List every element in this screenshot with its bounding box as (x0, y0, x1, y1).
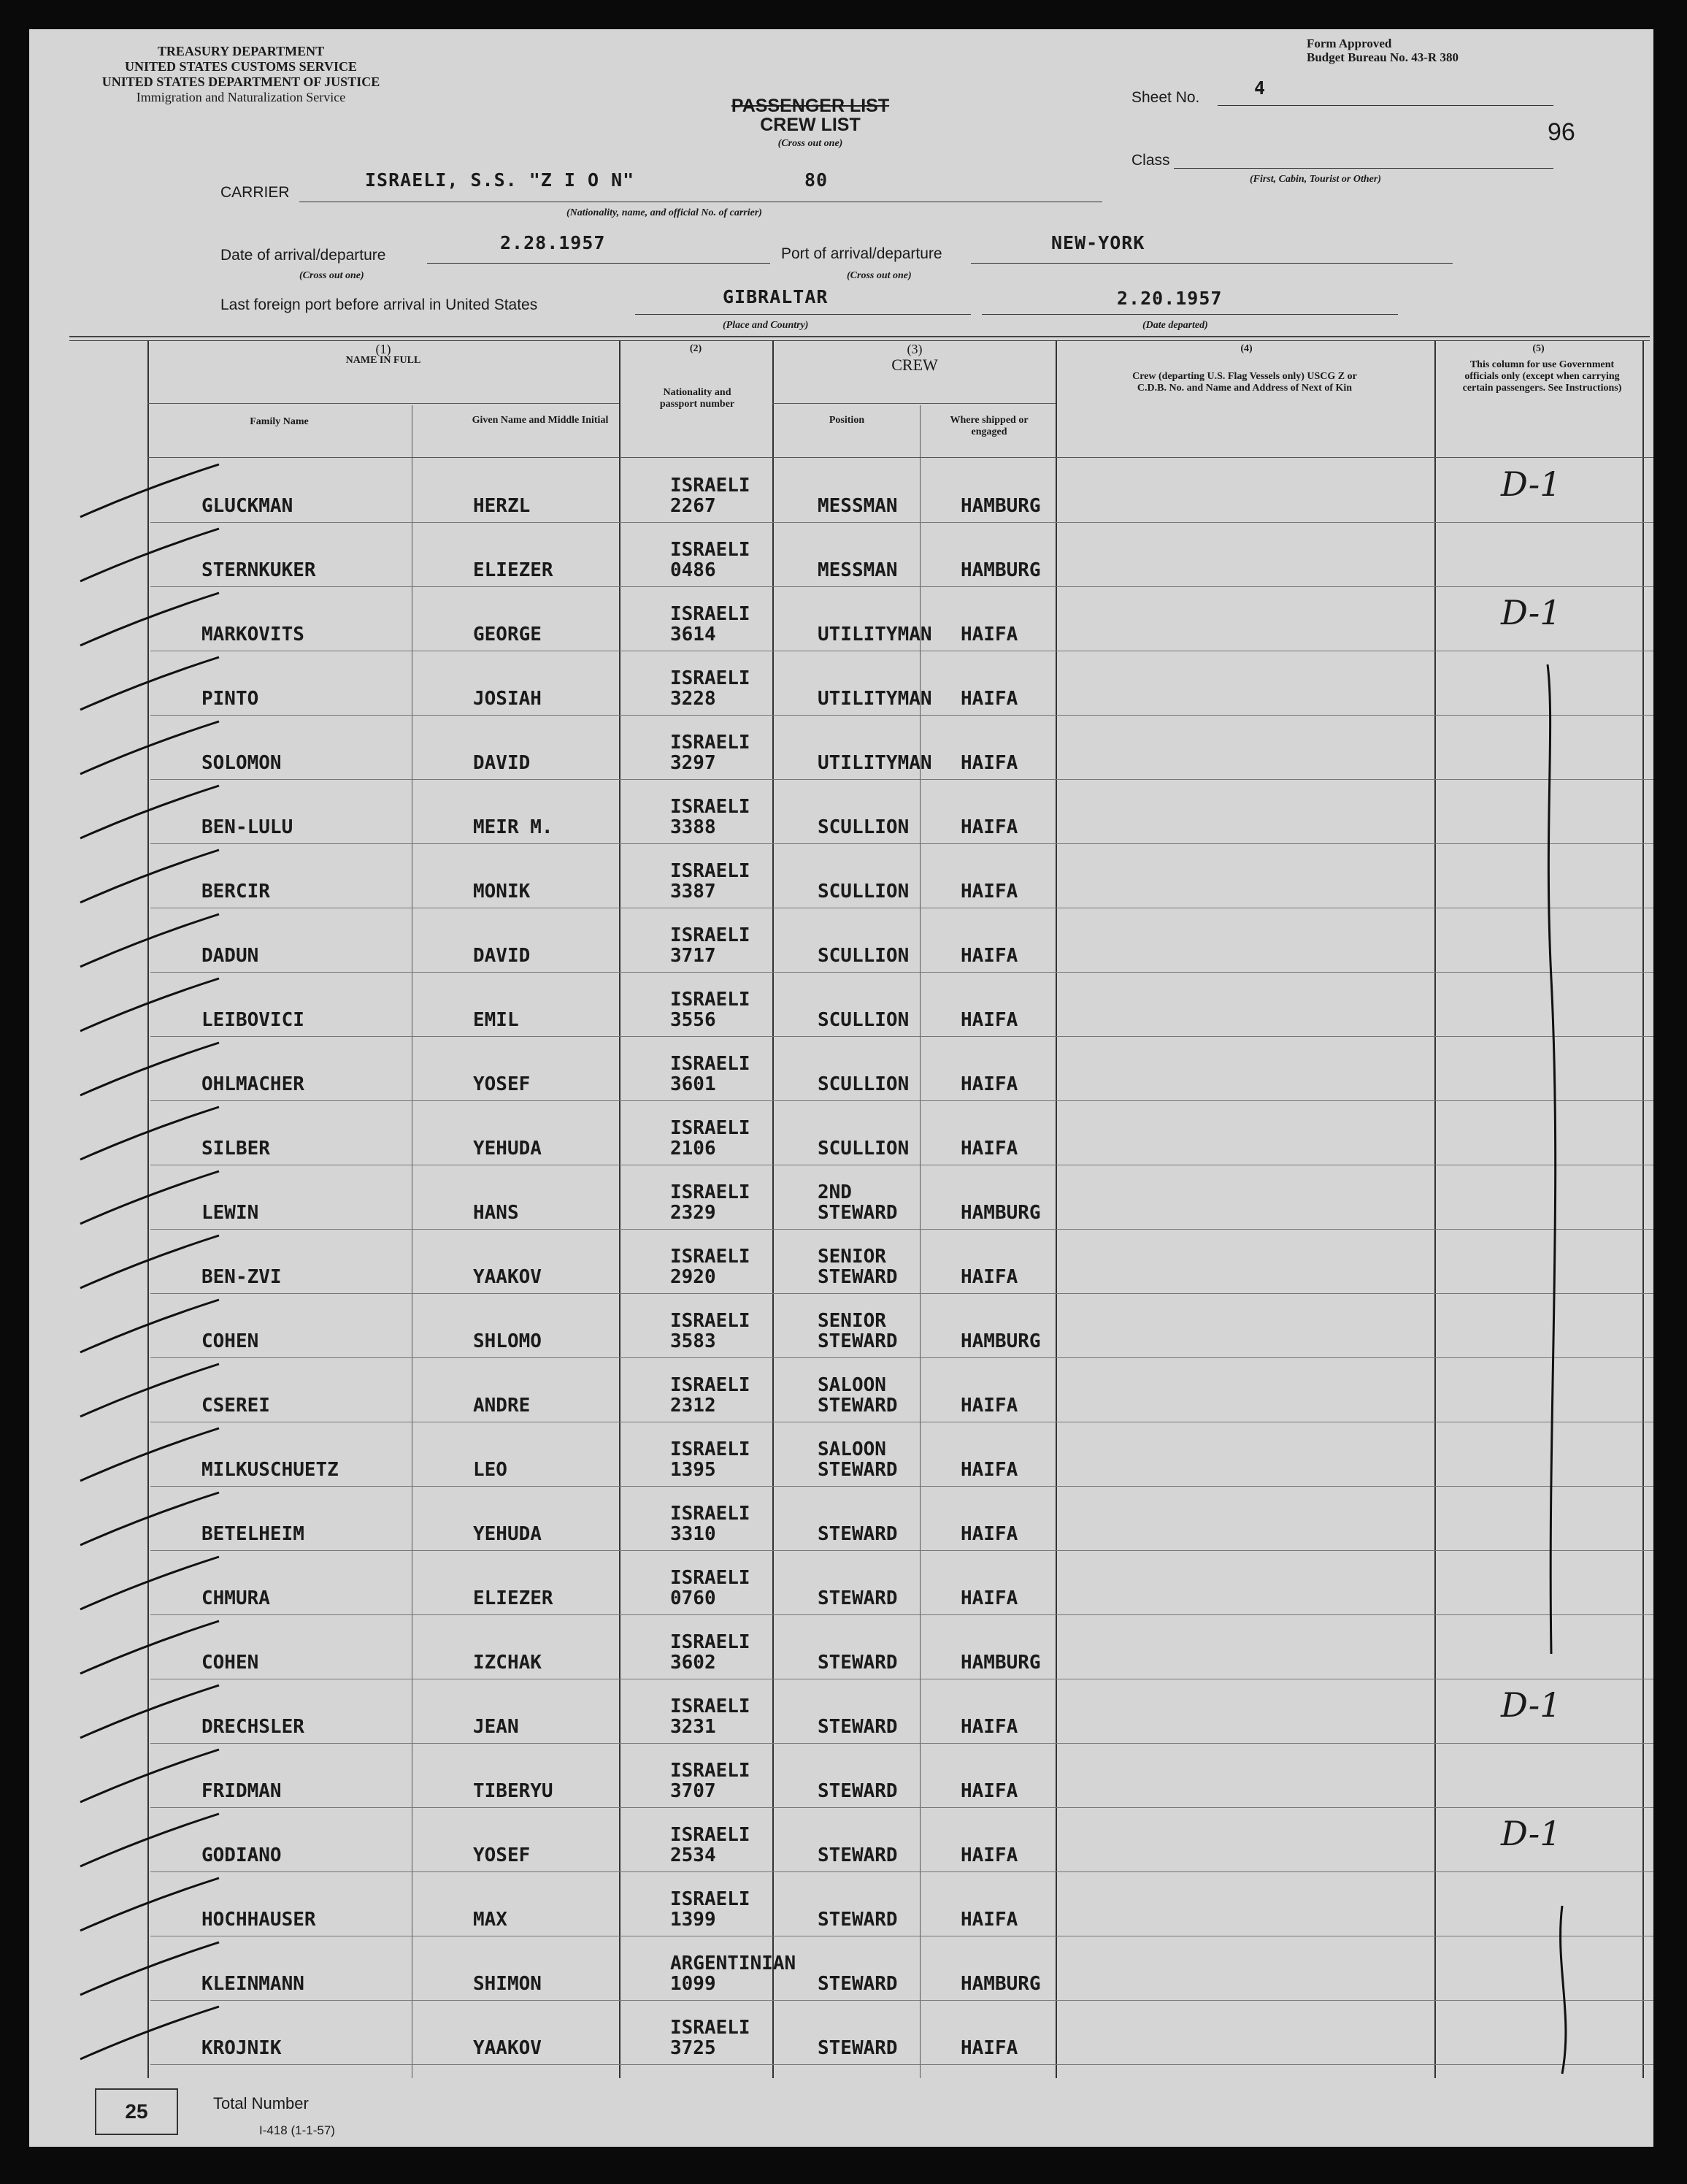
position-cell: STEWARD (818, 1523, 898, 1545)
nationality-cell: ISRAELI (670, 1310, 750, 1332)
given-name-cell: IZCHAK (473, 1652, 542, 1674)
passport-number-cell: 1395 (670, 1459, 716, 1481)
given-name-cell: EMIL (473, 1009, 519, 1031)
where-shipped-cell: HAMBURG (961, 1973, 1041, 1995)
document-page (29, 29, 1653, 2147)
where-shipped-cell: HAIFA (961, 881, 1018, 903)
where-shipped-cell: HAIFA (961, 1523, 1018, 1545)
nationality-cell: ISRAELI (670, 1824, 750, 1846)
position-cell: STEWARD (818, 1587, 898, 1609)
date-cross-out-hint: (Cross out one) (299, 270, 364, 281)
check-slash-mark (80, 593, 219, 645)
check-slash-mark (80, 1557, 219, 1609)
position-line2-cell: STEWARD (818, 1202, 898, 1224)
nationality-cell: ISRAELI (670, 796, 750, 818)
place-hint: (Place and Country) (723, 320, 809, 331)
given-name-cell: SHLOMO (473, 1330, 542, 1352)
position-cell: STEWARD (818, 1909, 898, 1931)
where-shipped-cell: HAIFA (961, 1073, 1018, 1095)
col1-given-heading: Given Name and Middle Initial (472, 415, 609, 426)
passport-number-cell: 3388 (670, 816, 716, 838)
position-line2-cell: STEWARD (818, 1266, 898, 1288)
handwritten-marks (29, 29, 1653, 2147)
family-name-cell: KROJNIK (201, 2037, 282, 2059)
where-shipped-cell: HAIFA (961, 1009, 1018, 1031)
where-shipped-cell: HAMBURG (961, 559, 1041, 581)
nationality-cell: ISRAELI (670, 1374, 750, 1396)
passport-number-cell: 2534 (670, 1844, 716, 1866)
given-name-cell: TIBERYU (473, 1780, 553, 1802)
where-shipped-cell: HAMBURG (961, 1202, 1041, 1224)
position-cell: SCULLION (818, 1138, 910, 1160)
passport-number-cell: 3601 (670, 1073, 716, 1095)
position-cell: STEWARD (818, 1973, 898, 1995)
family-name-cell: COHEN (201, 1652, 259, 1674)
position-cell: STEWARD (818, 1780, 898, 1802)
family-name-cell: GODIANO (201, 1844, 282, 1866)
family-name-cell: DRECHSLER (201, 1716, 304, 1738)
position-cell: SALOON (818, 1438, 886, 1460)
cross-out-hint: (Cross out one) (777, 138, 843, 149)
family-name-cell: OHLMACHER (201, 1073, 304, 1095)
where-shipped-cell: HAIFA (961, 752, 1018, 774)
nationality-cell: ARGENTINIAN (670, 1953, 796, 1974)
given-name-cell: ELIEZER (473, 1587, 553, 1609)
family-name-cell: LEIBOVICI (201, 1009, 304, 1031)
check-slash-mark (80, 657, 219, 710)
official-note-cell: D-1 (1501, 1814, 1561, 1853)
given-name-cell: ELIEZER (473, 559, 553, 581)
where-shipped-cell: HAIFA (961, 624, 1018, 645)
position-cell: UTILITYMAN (818, 624, 932, 645)
passport-number-cell: 1099 (670, 1973, 716, 1995)
col2-title: Nationality and passport number (659, 387, 735, 410)
check-slash-mark (80, 2007, 219, 2059)
passport-number-cell: 0760 (670, 1587, 716, 1609)
family-name-cell: GLUCKMAN (201, 495, 293, 517)
check-slash-mark (80, 529, 219, 581)
passport-number-cell: 3297 (670, 752, 716, 774)
passport-number-cell: 2106 (670, 1138, 716, 1160)
position-cell: SENIOR (818, 1246, 886, 1268)
col3-title: CREW (891, 356, 938, 374)
position-line2-cell: STEWARD (818, 1459, 898, 1481)
col5-number: (5) (1532, 343, 1545, 354)
given-name-cell: DAVID (473, 945, 531, 967)
check-slash-mark (80, 1942, 219, 1995)
check-slash-mark (80, 978, 219, 1031)
given-name-cell: HANS (473, 1202, 519, 1224)
nationality-cell: ISRAELI (670, 1503, 750, 1525)
check-slash-mark (80, 721, 219, 774)
given-name-cell: JOSIAH (473, 688, 542, 710)
where-shipped-cell: HAIFA (961, 1844, 1018, 1866)
passport-number-cell: 3228 (670, 688, 716, 710)
where-shipped-cell: HAIFA (961, 816, 1018, 838)
date-value: 2.28.1957 (500, 232, 606, 253)
nationality-cell: ISRAELI (670, 1888, 750, 1910)
nationality-cell: ISRAELI (670, 603, 750, 625)
carrier-label: CARRIER (220, 184, 290, 201)
last-port-label: Last foreign port before arrival in United States (220, 296, 538, 313)
check-slash-mark (80, 1428, 219, 1481)
where-shipped-cell: HAIFA (961, 1459, 1018, 1481)
given-name-cell: MEIR M. (473, 816, 553, 838)
given-name-cell: ANDRE (473, 1395, 531, 1417)
nationality-cell: ISRAELI (670, 989, 750, 1011)
date-departed-value: 2.20.1957 (1117, 288, 1223, 309)
family-name-cell: KLEINMANN (201, 1973, 304, 1995)
position-cell: UTILITYMAN (818, 688, 932, 710)
passport-number-cell: 3725 (670, 2037, 716, 2059)
family-name-cell: COHEN (201, 1330, 259, 1352)
given-name-cell: LEO (473, 1459, 507, 1481)
position-cell: SALOON (818, 1374, 886, 1396)
given-name-cell: MAX (473, 1909, 507, 1931)
carrier-official-number: 80 (804, 169, 829, 191)
nationality-cell: ISRAELI (670, 1117, 750, 1139)
nationality-cell: ISRAELI (670, 539, 750, 561)
official-note-cell: D-1 (1501, 464, 1561, 504)
where-shipped-cell: HAIFA (961, 945, 1018, 967)
position-cell: SCULLION (818, 1009, 910, 1031)
position-cell: MESSMAN (818, 559, 898, 581)
check-slash-mark (80, 850, 219, 903)
family-name-cell: CHMURA (201, 1587, 270, 1609)
position-cell: 2ND (818, 1181, 852, 1203)
nationality-cell: ISRAELI (670, 2017, 750, 2039)
check-slash-mark (80, 1043, 219, 1095)
given-name-cell: GEORGE (473, 624, 542, 645)
where-shipped-cell: HAIFA (961, 1138, 1018, 1160)
nationality-cell: ISRAELI (670, 475, 750, 497)
agency-line-ins: Immigration and Naturalization Service (136, 90, 346, 104)
given-name-cell: HERZL (473, 495, 531, 517)
passport-number-cell: 2329 (670, 1202, 716, 1224)
where-shipped-cell: HAIFA (961, 1266, 1018, 1288)
where-shipped-cell: HAIFA (961, 1909, 1018, 1931)
nationality-cell: ISRAELI (670, 1438, 750, 1460)
position-cell: UTILITYMAN (818, 752, 932, 774)
given-name-cell: MONIK (473, 881, 531, 903)
position-cell: STEWARD (818, 1652, 898, 1674)
family-name-cell: HOCHHAUSER (201, 1909, 316, 1931)
nationality-cell: ISRAELI (670, 1053, 750, 1075)
port-value: NEW-YORK (1051, 232, 1145, 253)
family-name-cell: BERCIR (201, 881, 270, 903)
col2-number: (2) (689, 343, 702, 354)
agency-line-justice: UNITED STATES DEPARTMENT OF JUSTICE (101, 74, 380, 89)
position-cell: MESSMAN (818, 495, 898, 517)
col1-number: (1) (375, 342, 391, 356)
family-name-cell: SILBER (201, 1138, 270, 1160)
col4-title: Crew (departing U.S. Flag Vessels only) USCG Z or C.D.B. No. and Name and Address of Next of Kin (1132, 371, 1357, 394)
given-name-cell: YEHUDA (473, 1138, 542, 1160)
check-slash-mark (80, 1171, 219, 1224)
position-cell: STEWARD (818, 1716, 898, 1738)
date-label-text: Date of arrival/departure (220, 247, 386, 264)
passport-number-cell: 2267 (670, 495, 716, 517)
given-name-cell: JEAN (473, 1716, 519, 1738)
passenger-list-crossed: PASSENGER LIST (731, 96, 890, 116)
family-name-cell: BETELHEIM (201, 1523, 304, 1545)
position-cell: SCULLION (818, 816, 910, 838)
check-slash-mark (80, 1364, 219, 1417)
passport-number-cell: 3556 (670, 1009, 716, 1031)
nationality-cell: ISRAELI (670, 667, 750, 689)
where-shipped-cell: HAIFA (961, 2037, 1018, 2059)
carrier-value: ISRAELI, S.S. "Z I O N" (365, 169, 635, 191)
nationality-cell: ISRAELI (670, 1631, 750, 1653)
nationality-cell: ISRAELI (670, 1567, 750, 1589)
class-label: Class (1131, 152, 1170, 169)
col5-title: This column for use Government officials only (except when carrying certain passengers. See Instructions) (1462, 359, 1622, 394)
form-code: I-418 (1-1-57) (259, 2123, 335, 2137)
given-name-cell: YAAKOV (473, 1266, 542, 1288)
given-name-cell: YAAKOV (473, 2037, 542, 2059)
check-slash-mark (80, 464, 219, 517)
where-shipped-cell: HAMBURG (961, 1652, 1041, 1674)
passport-number-cell: 3387 (670, 881, 716, 903)
given-name-cell: DAVID (473, 752, 531, 774)
check-slash-mark (80, 1235, 219, 1288)
port-cross-out-hint: (Cross out one) (847, 270, 912, 281)
passport-number-cell: 1399 (670, 1909, 716, 1931)
passport-number-cell: 2920 (670, 1266, 716, 1288)
col1-title: NAME IN FULL (345, 355, 421, 366)
col3-number: (3) (907, 342, 923, 356)
check-slash-mark (80, 914, 219, 967)
col4-number: (4) (1240, 343, 1253, 354)
check-slash-mark (80, 786, 219, 838)
family-name-cell: CSEREI (201, 1395, 270, 1417)
given-name-cell: YOSEF (473, 1844, 531, 1866)
check-slash-mark (80, 1300, 219, 1352)
passport-number-cell: 3231 (670, 1716, 716, 1738)
family-name-cell: MILKUSCHUETZ (201, 1459, 339, 1481)
passport-number-cell: 3614 (670, 624, 716, 645)
check-slash-mark (80, 1493, 219, 1545)
check-slash-mark (80, 1878, 219, 1931)
where-shipped-cell: HAIFA (961, 688, 1018, 710)
family-name-cell: PINTO (201, 688, 259, 710)
position-cell: SENIOR (818, 1310, 886, 1332)
nationality-cell: ISRAELI (670, 1760, 750, 1782)
total-number-value: 25 (95, 2088, 178, 2135)
class-hint: (First, Cabin, Tourist or Other) (1250, 174, 1381, 185)
form-approved-text: Form Approved (1307, 37, 1392, 50)
passport-number-cell: 3310 (670, 1523, 716, 1545)
passport-number-cell: 3707 (670, 1780, 716, 1802)
where-shipped-cell: HAIFA (961, 1716, 1018, 1738)
given-name-cell: SHIMON (473, 1973, 542, 1995)
nationality-cell: ISRAELI (670, 1696, 750, 1717)
date-departed-hint: (Date departed) (1142, 320, 1208, 331)
position-cell: SCULLION (818, 881, 910, 903)
official-note-cell: D-1 (1501, 1685, 1561, 1725)
position-cell: STEWARD (818, 2037, 898, 2059)
family-name-cell: SOLOMON (201, 752, 282, 774)
family-name-cell: LEWIN (201, 1202, 259, 1224)
passport-number-cell: 3602 (670, 1652, 716, 1674)
position-cell: SCULLION (818, 1073, 910, 1095)
nationality-cell: ISRAELI (670, 732, 750, 754)
where-shipped-cell: HAMBURG (961, 1330, 1041, 1352)
check-slash-mark (80, 1107, 219, 1160)
nationality-cell: ISRAELI (670, 1181, 750, 1203)
position-cell: SCULLION (818, 945, 910, 967)
check-slash-mark (80, 1685, 219, 1738)
last-port-value: GIBRALTAR (723, 286, 829, 307)
check-slash-mark (80, 1750, 219, 1802)
family-name-cell: BEN-ZVI (201, 1266, 282, 1288)
where-shipped-cell: HAIFA (961, 1780, 1018, 1802)
given-name-cell: YOSEF (473, 1073, 531, 1095)
family-name-cell: MARKOVITS (201, 624, 304, 645)
agency-line-customs: UNITED STATES CUSTOMS SERVICE (125, 59, 357, 74)
passport-number-cell: 2312 (670, 1395, 716, 1417)
official-note-cell: D-1 (1501, 593, 1561, 632)
family-name-cell: FRIDMAN (201, 1780, 282, 1802)
passport-number-cell: 3583 (670, 1330, 716, 1352)
check-slash-mark (80, 1814, 219, 1866)
page-number: 96 (1548, 118, 1575, 146)
position-line2-cell: STEWARD (818, 1395, 898, 1417)
position-line2-cell: STEWARD (818, 1330, 898, 1352)
sheet-number: 4 (1254, 77, 1267, 99)
nationality-cell: ISRAELI (670, 860, 750, 882)
where-shipped-cell: HAIFA (961, 1395, 1018, 1417)
passport-number-cell: 3717 (670, 945, 716, 967)
nationality-cell: ISRAELI (670, 1246, 750, 1268)
col3-where-heading: Where shipped or engaged (950, 415, 1029, 437)
nationality-cell: ISRAELI (670, 924, 750, 946)
check-slash-mark (80, 1621, 219, 1674)
family-name-cell: DADUN (201, 945, 259, 967)
sheet-label: Sheet No. (1131, 89, 1200, 106)
position-cell: STEWARD (818, 1844, 898, 1866)
col1-family-heading: Family Name (250, 416, 309, 427)
agency-line-treasury: TREASURY DEPARTMENT (157, 44, 325, 58)
where-shipped-cell: HAIFA (961, 1587, 1018, 1609)
family-name-cell: BEN-LULU (201, 816, 293, 838)
budget-bureau-text: Budget Bureau No. 43-R 380 (1307, 50, 1459, 64)
carrier-hint: (Nationality, name, and official No. of carrier) (566, 207, 762, 218)
family-name-cell: STERNKUKER (201, 559, 316, 581)
given-name-cell: YEHUDA (473, 1523, 542, 1545)
where-shipped-cell: HAMBURG (961, 495, 1041, 517)
crew-list-title: CREW LIST (760, 115, 861, 135)
col3-position-heading: Position (829, 415, 865, 426)
passport-number-cell: 0486 (670, 559, 716, 581)
total-number-label: Total Number (213, 2094, 309, 2112)
port-label: Port of arrival/departure (781, 245, 942, 262)
